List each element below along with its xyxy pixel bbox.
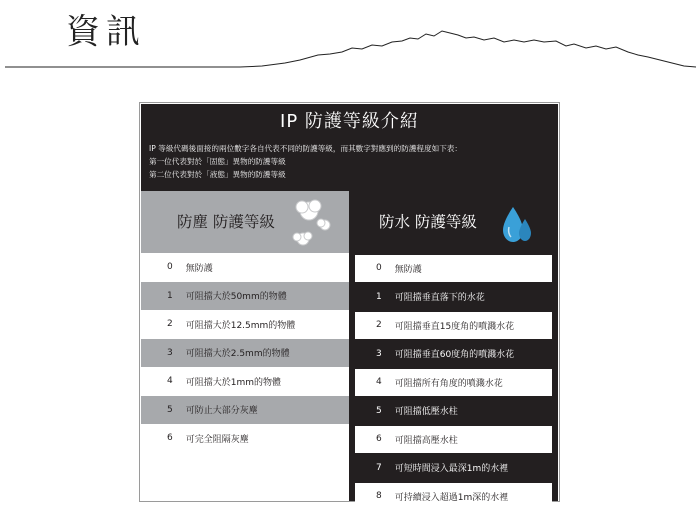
list-item: [355, 397, 552, 424]
level-desc: 可完全阻隔灰塵: [185, 434, 249, 445]
level-number: 0: [376, 263, 382, 273]
ip-rating-card: [139, 102, 560, 502]
list-item: [141, 253, 349, 282]
level-number: 2: [376, 320, 382, 330]
list-item: [355, 483, 552, 510]
level-desc: 可阻擋大於12.5mm的物體: [185, 320, 296, 331]
level-number: 3: [167, 347, 173, 358]
list-item: [355, 426, 552, 453]
level-desc: 可阻擋低壓水柱: [394, 407, 458, 417]
level-number: 5: [167, 404, 173, 415]
level-number: 1: [167, 290, 173, 301]
list-item: [141, 282, 349, 311]
level-number: 0: [167, 262, 173, 273]
level-desc: 無防護: [394, 264, 422, 275]
list-item: [141, 396, 349, 425]
level-number: 4: [376, 377, 382, 387]
water-rows: [349, 253, 558, 510]
list-item: [141, 367, 349, 396]
list-item: [141, 424, 349, 453]
water-column: [349, 191, 558, 501]
level-desc: 無防護: [185, 263, 213, 274]
intro-line: IP 等級代碼後面接的兩位數字各自代表不同的防護等級，而其數字對應到的防護程度如下表：: [149, 144, 462, 153]
level-number: 1: [376, 291, 382, 302]
level-desc: 可阻擋垂直落下的水花: [394, 293, 485, 303]
dust-title: 防塵 防護等級: [177, 213, 275, 231]
intro-line: 第二位代表對於「液態」異物的防護等級: [149, 170, 286, 179]
list-item: [355, 312, 552, 339]
list-item: [141, 339, 349, 368]
level-number: 2: [167, 319, 173, 330]
intro-text: [149, 142, 552, 181]
intro-line: 第一位代表對於「固態」異物的防護等級: [149, 157, 286, 166]
level-number: 4: [167, 376, 173, 387]
list-item: [141, 310, 349, 339]
page-title: 資訊: [66, 12, 146, 52]
card-title: IP 防護等級介紹: [280, 111, 419, 132]
level-desc: 可阻擋大於1mm的物體: [185, 377, 281, 388]
level-desc: 可防止大部分灰塵: [185, 406, 258, 417]
level-desc: 可持續浸入超過1m深的水裡: [394, 492, 509, 503]
level-number: 8: [376, 491, 382, 501]
dust-header: [141, 191, 349, 253]
list-item: [355, 369, 552, 396]
level-number: 6: [376, 434, 382, 444]
mountain-ridge-divider: [0, 0, 700, 80]
list-item: [355, 283, 552, 310]
dust-rows: [141, 253, 349, 453]
dust-cloud-icon: [287, 197, 335, 249]
list-item: [355, 255, 552, 282]
level-desc: 可阻擋大於2.5mm的物體: [185, 349, 290, 360]
level-desc: 可阻擋垂直15度角的噴濺水花: [394, 321, 515, 332]
list-item: [355, 454, 552, 481]
level-desc: 可阻擋大於50mm的物體: [185, 292, 287, 303]
level-desc: 可阻擋所有角度的噴濺水花: [394, 378, 503, 389]
dust-column: [141, 191, 349, 501]
intro-panel: [141, 104, 558, 191]
water-title: 防水 防護等級: [379, 213, 477, 231]
level-number: 5: [376, 405, 382, 416]
level-number: 6: [167, 433, 173, 444]
level-number: 3: [376, 348, 382, 359]
level-desc: 可阻擋垂直60度角的噴濺水花: [394, 350, 515, 360]
list-item: [355, 340, 552, 367]
water-header: [349, 191, 558, 253]
water-drops-icon: [499, 205, 535, 245]
level-number: 7: [376, 462, 382, 473]
level-desc: 可阻擋高壓水柱: [394, 435, 458, 446]
level-desc: 可短時間浸入最深1m的水裡: [394, 464, 509, 474]
